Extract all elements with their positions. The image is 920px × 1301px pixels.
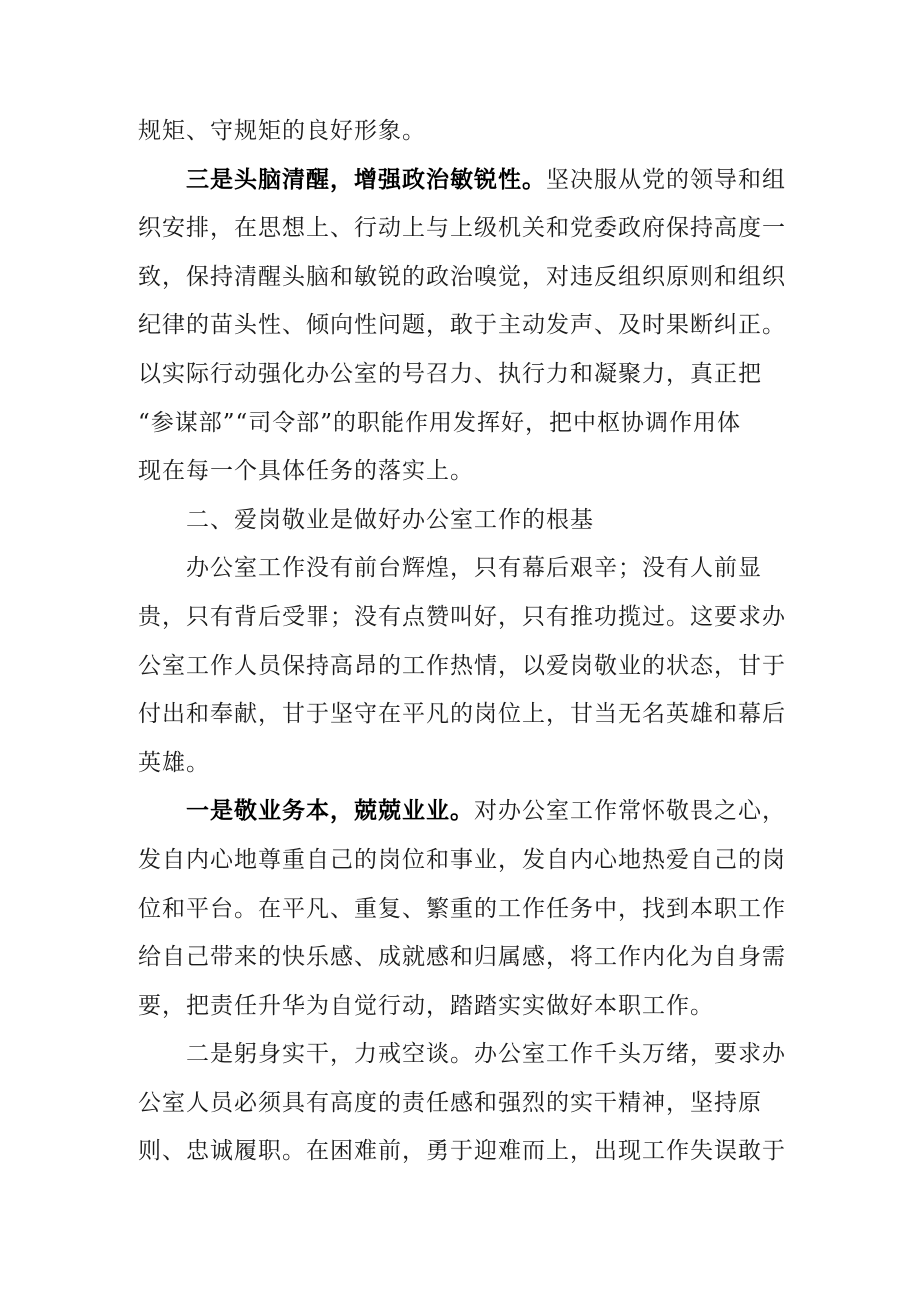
paragraph-section-intro xyxy=(138,549,786,792)
text-line: 贵，只有背后受罪；没有点赞叫好，只有推功揽过。这要求办 xyxy=(138,603,786,630)
text-line: 现在每一个具体任务的落实上。 xyxy=(138,458,474,485)
text-line: 英雄。 xyxy=(138,749,210,776)
text-line: 纪律的苗头性、倾向性问题，敢于主动发声、及时果断纠正。 xyxy=(138,312,786,339)
text-line-first xyxy=(138,792,786,841)
text-line: 付出和奉献，甘于坚守在平凡的岗位上，甘当无名英雄和幕后 xyxy=(138,701,786,728)
paragraph-continuation xyxy=(138,112,768,161)
paragraph-point-one xyxy=(138,792,786,1035)
text-line: 致，保持清醒头脑和敏锐的政治嗅觉，对违反组织原则和组织 xyxy=(138,263,786,290)
text-line: 公室人员必须具有高度的责任感和强烈的实干精神，坚持原 xyxy=(138,1089,762,1116)
section-heading-text: 二、爱岗敬业是做好办公室工作的根基 xyxy=(186,506,594,533)
document-page xyxy=(138,112,786,1181)
text-line: 则、忠诚履职。在困难前，勇于迎难而上，出现工作失误敢于 xyxy=(138,1138,786,1165)
text-line: 位和平台。在平凡、重复、繁重的工作任务中，找到本职工作 xyxy=(138,895,786,922)
text-line: 织安排，在思想上、行动上与上级机关和党委政府保持高度一 xyxy=(138,215,786,242)
text-line: 公室工作人员保持高昂的工作热情，以爱岗敬业的状态，甘于 xyxy=(138,652,786,679)
paragraph-lead-bold: 一是敬业务本，兢兢业业。 xyxy=(186,797,474,825)
text-line: 规矩、守规矩的良好形象。 xyxy=(138,118,426,144)
paragraph-lead-bold: 三是头脑清醒，增强政治敏锐性。 xyxy=(186,165,546,193)
section-heading xyxy=(138,501,768,550)
text-line-first xyxy=(138,161,786,210)
text-line-first: 二是躬身实干，力戒空谈。办公室工作千头万绪，要求办 xyxy=(186,1041,786,1068)
paragraph-point-two xyxy=(138,1035,786,1181)
text-line: “参谋部”“司令部”的职能作用发挥好，把中枢协调作用体 xyxy=(138,409,742,436)
paragraph-lead-rest: 对办公室工作常怀敬畏之心， xyxy=(474,798,786,825)
paragraph-point-three xyxy=(138,161,786,501)
text-line: 以实际行动强化办公室的号召力、执行力和凝聚力，真正把 xyxy=(138,360,762,387)
paragraph-lead-rest: 坚决服从党的领导和组 xyxy=(546,166,786,193)
text-line: 要，把责任升华为自觉行动，踏踏实实做好本职工作。 xyxy=(138,992,714,1019)
text-line-first: 办公室工作没有前台辉煌，只有幕后艰辛；没有人前显 xyxy=(186,555,762,582)
text-line: 给自己带来的快乐感、成就感和归属感，将工作内化为自身需 xyxy=(138,944,786,971)
text-line: 发自内心地尊重自己的岗位和事业，发自内心地热爱自己的岗 xyxy=(138,846,786,873)
